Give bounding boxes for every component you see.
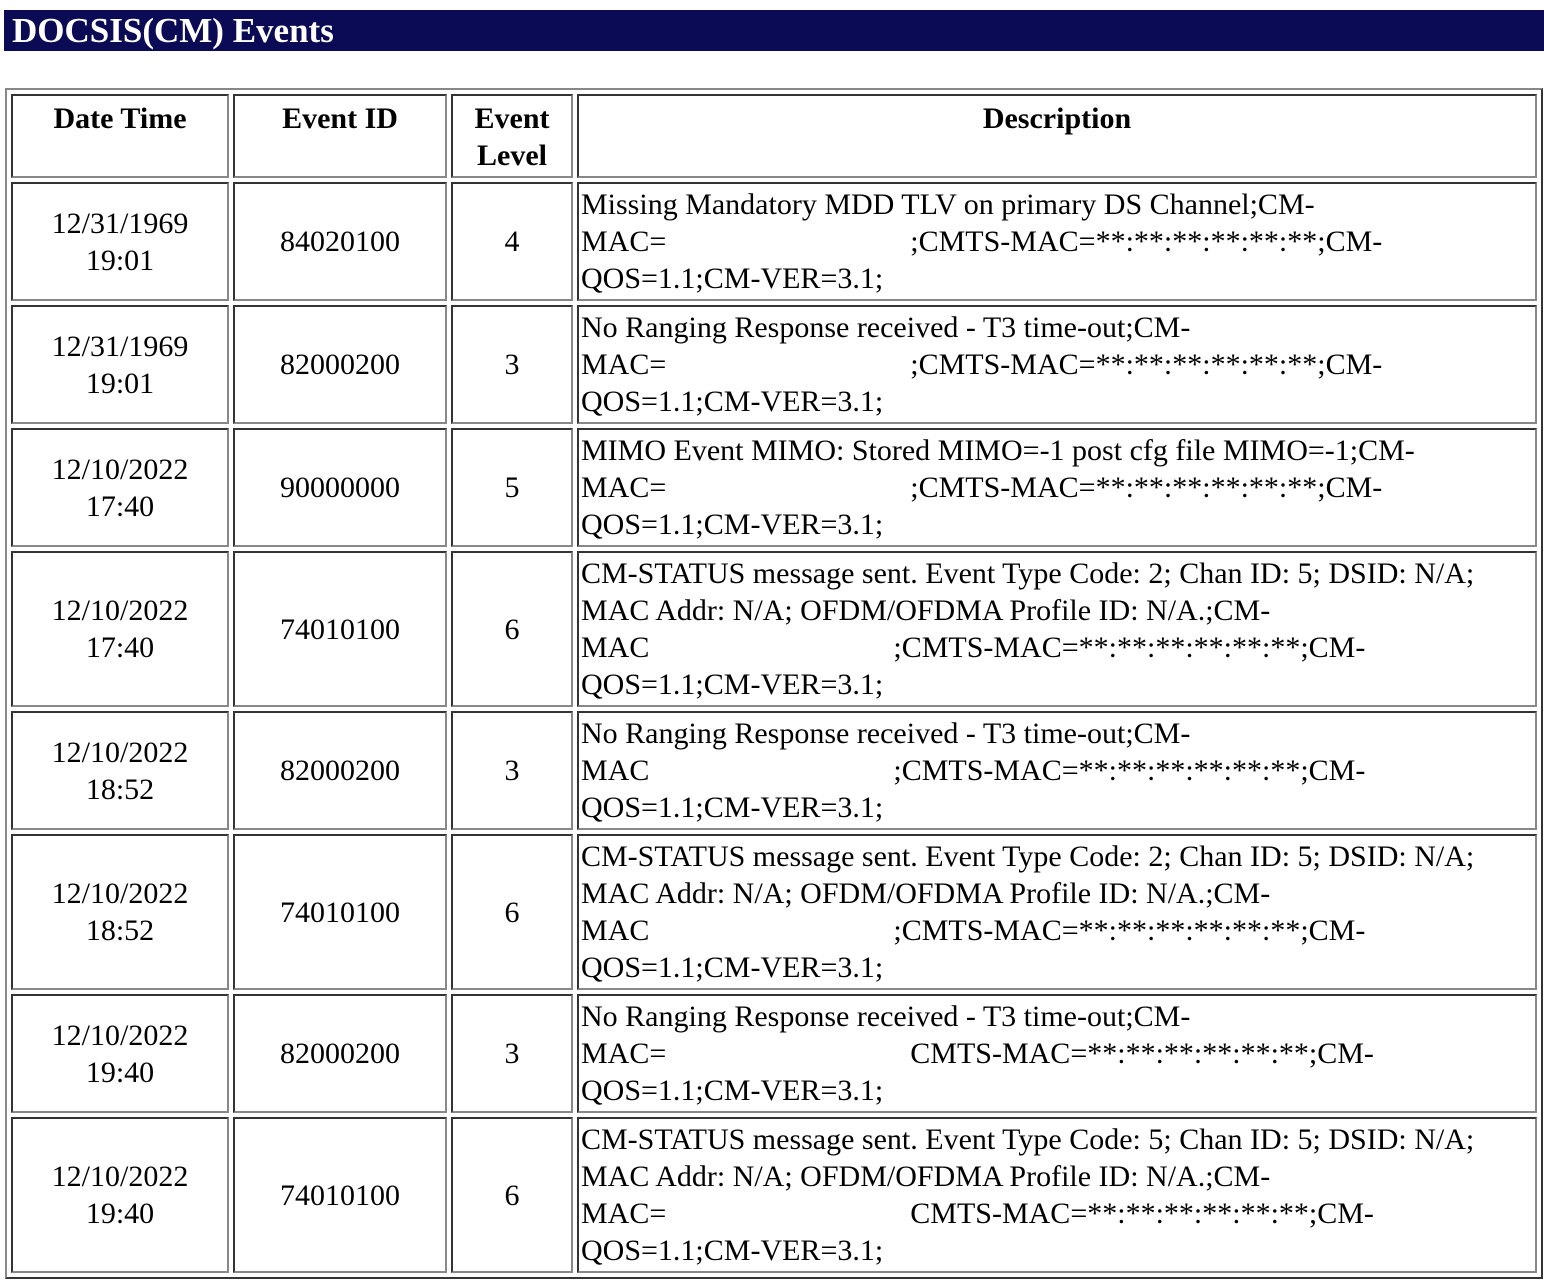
cm-mac-label: MAC	[581, 631, 650, 664]
event-level-cell: 6	[451, 1117, 573, 1273]
cm-mac-label: MAC=	[581, 1197, 667, 1230]
description-line: QOS=1.1;CM-VER=3.1;	[581, 1234, 884, 1267]
description-line: MIMO Event MIMO: Stored MIMO=-1 post cfg file MIMO=-1;CM-	[581, 434, 1415, 467]
event-date: 12/10/2022	[51, 452, 189, 486]
event-level-cell: 3	[451, 711, 573, 830]
event-id-cell: 82000200	[233, 305, 447, 424]
event-level-cell: 6	[451, 551, 573, 707]
description-line: QOS=1.1;CM-VER=3.1;	[581, 262, 884, 295]
cm-mac-label: MAC	[581, 914, 650, 947]
cmts-mac-text: ;CMTS-MAC=**:**:**:**:**:**;CM-	[893, 914, 1366, 947]
event-level-cell: 3	[451, 994, 573, 1113]
cm-mac-label: MAC=	[581, 471, 667, 504]
cm-mac-label: MAC	[581, 754, 650, 787]
description-cell	[577, 1117, 1537, 1273]
description-line: No Ranging Response received - T3 time-out;CM-	[581, 717, 1191, 750]
table-header-row	[11, 94, 1537, 178]
date-time-cell	[11, 551, 229, 707]
event-level-cell: 3	[451, 305, 573, 424]
event-time: 19:01	[85, 243, 155, 277]
table-row	[11, 305, 1537, 424]
description-line: Missing Mandatory MDD TLV on primary DS Channel;CM-	[581, 188, 1315, 221]
cm-mac-label: MAC=	[581, 225, 667, 258]
event-id-cell: 74010100	[233, 1117, 447, 1273]
description-line: CM-STATUS message sent. Event Type Code: 5; Chan ID: 5; DSID: N/A;	[581, 1123, 1475, 1156]
events-table	[5, 88, 1543, 1279]
description-line: MAC Addr: N/A; OFDM/OFDMA Profile ID: N/A.;CM-	[581, 594, 1271, 627]
cm-mac-label: MAC=	[581, 348, 667, 381]
description-line: QOS=1.1;CM-VER=3.1;	[581, 668, 884, 701]
event-date: 12/10/2022	[51, 1018, 189, 1052]
description-line: MAC Addr: N/A; OFDM/OFDMA Profile ID: N/A.;CM-	[581, 1160, 1271, 1193]
description-line: CM-STATUS message sent. Event Type Code: 2; Chan ID: 5; DSID: N/A;	[581, 840, 1475, 873]
description-cell	[577, 834, 1537, 990]
event-id-cell: 74010100	[233, 834, 447, 990]
description-cell	[577, 994, 1537, 1113]
event-level-cell: 4	[451, 182, 573, 301]
date-time-cell	[11, 711, 229, 830]
date-time-cell	[11, 428, 229, 547]
description-cell	[577, 305, 1537, 424]
event-time: 17:40	[85, 631, 155, 664]
description-cell	[577, 551, 1537, 707]
event-id-cell: 82000200	[233, 711, 447, 830]
description-line: No Ranging Response received - T3 time-out;CM-	[581, 1000, 1191, 1033]
description-line: No Ranging Response received - T3 time-out;CM-	[581, 311, 1191, 344]
event-date: 12/31/1969	[51, 329, 189, 363]
table-row	[11, 551, 1537, 707]
table-row	[11, 834, 1537, 990]
column-header-date-time: Date Time	[11, 94, 229, 178]
event-date: 12/31/1969	[51, 206, 189, 240]
description-line: QOS=1.1;CM-VER=3.1;	[581, 385, 884, 418]
event-date: 12/10/2022	[51, 1160, 189, 1193]
event-level-cell: 6	[451, 834, 573, 990]
event-time: 19:40	[85, 1055, 155, 1089]
event-id-cell: 84020100	[233, 182, 447, 301]
description-line: MAC Addr: N/A; OFDM/OFDMA Profile ID: N/A.;CM-	[581, 877, 1271, 910]
cm-mac-label: MAC=	[581, 1037, 667, 1070]
event-time: 19:40	[85, 1197, 155, 1230]
page-title: DOCSIS(CM) Events	[4, 10, 1544, 51]
cmts-mac-text: CMTS-MAC=**:**:**:**:**:**;CM-	[910, 1037, 1374, 1070]
event-level-cell: 5	[451, 428, 573, 547]
description-line: QOS=1.1;CM-VER=3.1;	[581, 791, 884, 824]
event-date: 12/10/2022	[51, 877, 189, 910]
cmts-mac-text: ;CMTS-MAC=**:**:**:**:**:**;CM-	[910, 348, 1383, 381]
table-row	[11, 182, 1537, 301]
cmts-mac-text: ;CMTS-MAC=**:**:**:**:**:**;CM-	[893, 754, 1366, 787]
cmts-mac-text: ;CMTS-MAC=**:**:**:**:**:**;CM-	[910, 225, 1383, 258]
date-time-cell	[11, 305, 229, 424]
event-id-cell: 90000000	[233, 428, 447, 547]
column-header-description: Description	[577, 94, 1537, 178]
event-date: 12/10/2022	[51, 594, 189, 627]
event-date: 12/10/2022	[51, 735, 189, 769]
column-header-event-id: Event ID	[233, 94, 447, 178]
cmts-mac-text: ;CMTS-MAC=**:**:**:**:**:**;CM-	[893, 631, 1366, 664]
event-time: 18:52	[85, 914, 155, 947]
cmts-mac-text: ;CMTS-MAC=**:**:**:**:**:**;CM-	[910, 471, 1383, 504]
event-time: 18:52	[85, 772, 155, 806]
table-row	[11, 711, 1537, 830]
event-id-cell: 74010100	[233, 551, 447, 707]
description-cell	[577, 428, 1537, 547]
date-time-cell	[11, 994, 229, 1113]
description-line: QOS=1.1;CM-VER=3.1;	[581, 508, 884, 541]
date-time-cell	[11, 182, 229, 301]
description-cell	[577, 711, 1537, 830]
table-row	[11, 428, 1537, 547]
description-cell	[577, 182, 1537, 301]
event-id-cell: 82000200	[233, 994, 447, 1113]
description-line: CM-STATUS message sent. Event Type Code: 2; Chan ID: 5; DSID: N/A;	[581, 557, 1475, 590]
table-row	[11, 1117, 1537, 1273]
description-line: QOS=1.1;CM-VER=3.1;	[581, 1074, 884, 1107]
date-time-cell	[11, 834, 229, 990]
table-row	[11, 994, 1537, 1113]
date-time-cell	[11, 1117, 229, 1273]
description-line: QOS=1.1;CM-VER=3.1;	[581, 951, 884, 984]
event-time: 19:01	[85, 366, 155, 400]
column-header-event-level: Event Level	[451, 94, 573, 178]
event-time: 17:40	[85, 489, 155, 523]
cmts-mac-text: CMTS-MAC=**:**:**:**:**:**;CM-	[910, 1197, 1374, 1230]
